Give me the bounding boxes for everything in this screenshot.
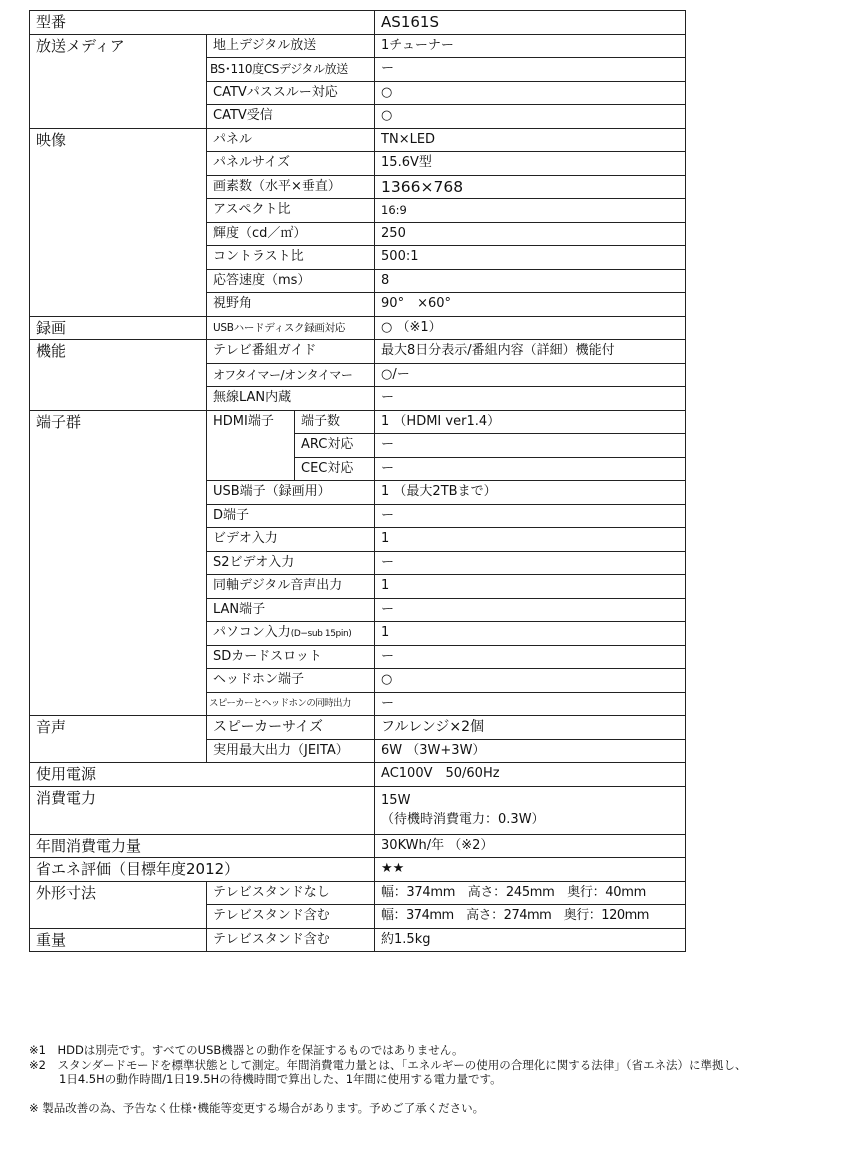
row-energy-rating — [30, 858, 686, 882]
spec-value: AC100V 50/60Hz — [375, 763, 686, 787]
spec-label: 実用最大出力（JEITA） — [207, 739, 375, 763]
weight-label: 重量 — [30, 928, 207, 952]
spec-label: スピーカーサイズ — [207, 716, 375, 740]
power-consumption-value-1: 15W — [381, 793, 411, 808]
spec-value — [375, 786, 686, 834]
spec-value: 8 — [375, 269, 686, 293]
pc-input-label-small: (D−sub 15pin) — [290, 628, 352, 639]
spec-value: 1 — [375, 622, 686, 646]
spec-table — [29, 10, 686, 952]
spec-label: テレビ番組ガイド — [207, 340, 375, 364]
spec-label: テレビスタンド含む — [207, 928, 375, 952]
row-power-source — [30, 763, 686, 787]
spec-label: 輝度（cd／㎡） — [207, 222, 375, 246]
row-video-panel — [30, 128, 686, 152]
spec-value: 約1.5kg — [375, 928, 686, 952]
spec-label: パネルサイズ — [207, 152, 375, 176]
row-audio-speaker — [30, 716, 686, 740]
power-source-label: 使用電源 — [30, 763, 375, 787]
spec-value: 1 — [375, 575, 686, 599]
spec-value: ー — [375, 598, 686, 622]
spec-label: S2ビデオ入力 — [207, 551, 375, 575]
spec-value: ー — [375, 645, 686, 669]
spec-label: ビデオ入力 — [207, 528, 375, 552]
spec-value: 1チューナー — [375, 34, 686, 58]
spec-label: 画素数（水平×垂直） — [207, 175, 375, 199]
spec-value: 15.6V型 — [375, 152, 686, 176]
spec-label: パネル — [207, 128, 375, 152]
energy-rating-stars: ★★ — [375, 858, 686, 882]
footnote-2: ※2 スタンダードモードを標準状態として測定。年間消費電力量とは、「エネルギーの使用の合理化に関する法律」（省エネ法）に準拠し、 — [29, 1057, 747, 1072]
row-terminal-hdmi-count — [30, 410, 686, 434]
spec-label: USB端子（録画用） — [207, 481, 375, 505]
row-features-guide — [30, 340, 686, 364]
pc-input-label: パソコン入力 — [213, 624, 291, 640]
spec-value: 幅：374mm 高さ：245mm 奥行：40mm — [375, 881, 686, 905]
spec-value: 1 （最大2TBまで） — [375, 481, 686, 505]
spec-label: 視野角 — [207, 293, 375, 317]
spec-label — [207, 622, 375, 646]
terminals-label: 端子群 — [30, 410, 207, 716]
spec-label: D端子 — [207, 504, 375, 528]
spec-label: LAN端子 — [207, 598, 375, 622]
footnotes — [29, 1043, 747, 1115]
row-recording — [30, 316, 686, 340]
spec-label: CATVパススルー対応 — [207, 81, 375, 105]
audio-label: 音声 — [30, 716, 207, 763]
row-dimensions-no-stand — [30, 881, 686, 905]
features-label: 機能 — [30, 340, 207, 411]
spec-value: 30KWh/年 （※2） — [375, 834, 686, 858]
spec-value: ○/ー — [375, 363, 686, 387]
power-consumption-value-2: （待機時消費電力：0.3W） — [381, 812, 545, 827]
spec-label: オフタイマー/オンタイマー — [207, 363, 375, 387]
spec-label: CEC対応 — [295, 457, 375, 481]
recording-label: 録画 — [30, 316, 207, 340]
energy-rating-label: 省エネ評価（目標年度2012） — [30, 858, 375, 882]
row-model — [30, 11, 686, 35]
spec-label: アスペクト比 — [207, 199, 375, 223]
spec-value: ー — [375, 457, 686, 481]
annual-power-label: 年間消費電力量 — [30, 834, 375, 858]
spec-label: スピーカーとヘッドホンの同時出力 — [207, 692, 375, 716]
spec-value: 500:1 — [375, 246, 686, 270]
row-annual-power — [30, 834, 686, 858]
spec-value: ー — [375, 58, 686, 82]
spec-value: 1 （HDMI ver1.4） — [375, 410, 686, 434]
footnote-1: ※1 HDDは別売です。すべてのUSB機器との動作を保証するものではありません。 — [29, 1043, 464, 1057]
spec-value: TN×LED — [375, 128, 686, 152]
spec-value: ー — [375, 692, 686, 716]
spec-label: 無線LAN内蔵 — [207, 387, 375, 411]
spec-value: 90° ×60° — [375, 293, 686, 317]
spec-label: BS･110度CSデジタル放送 — [207, 58, 375, 82]
spec-value: 1 — [375, 528, 686, 552]
spec-value: 250 — [375, 222, 686, 246]
spec-value: 16:9 — [375, 199, 686, 223]
spec-value: 最大8日分表示/番組内容（詳細）機能付 — [375, 340, 686, 364]
spec-label: ヘッドホン端子 — [207, 669, 375, 693]
spec-label: USBハードディスク録画対応 — [207, 316, 375, 340]
spec-value: ー — [375, 434, 686, 458]
spec-label: SDカードスロット — [207, 645, 375, 669]
spec-value: 幅：374mm 高さ：274mm 奥行：120mm — [375, 905, 686, 929]
spec-value: 6W （3W+3W） — [375, 739, 686, 763]
spec-value: フルレンジ×2個 — [375, 716, 686, 740]
dimensions-label: 外形寸法 — [30, 881, 207, 928]
spec-value: ○ （※1） — [375, 316, 686, 340]
model-value: AS161S — [375, 11, 686, 35]
spec-label: CATV受信 — [207, 105, 375, 129]
footnote-3: ※ 製品改善の為、予告なく仕様･機能等変更する場合があります。予めご了承ください。 — [29, 1100, 485, 1115]
spec-value: ー — [375, 551, 686, 575]
spec-label: 同軸デジタル音声出力 — [207, 575, 375, 599]
broadcast-label: 放送メディア — [30, 34, 207, 128]
spec-label: ARC対応 — [295, 434, 375, 458]
spec-label: 地上デジタル放送 — [207, 34, 375, 58]
footnote-2-continued: 1日4.5Hの動作時間/1日19.5Hの待機時間で算出した、1年間に使用する電力量です。 — [59, 1072, 502, 1086]
spec-label: テレビスタンド含む — [207, 905, 375, 929]
row-weight — [30, 928, 686, 952]
spec-value: 1366×768 — [375, 175, 686, 199]
power-consumption-label: 消費電力 — [30, 786, 375, 834]
model-label: 型番 — [30, 11, 375, 35]
spec-value: ○ — [375, 669, 686, 693]
spec-value: ○ — [375, 105, 686, 129]
video-label: 映像 — [30, 128, 207, 316]
spec-label: 応答速度（ms） — [207, 269, 375, 293]
spec-value: ○ — [375, 81, 686, 105]
row-broadcast-terrestrial — [30, 34, 686, 58]
spec-label: コントラスト比 — [207, 246, 375, 270]
spec-label: テレビスタンドなし — [207, 881, 375, 905]
hdmi-label: HDMI端子 — [207, 410, 295, 481]
spec-label: 端子数 — [295, 410, 375, 434]
spec-value: ー — [375, 504, 686, 528]
row-power-consumption — [30, 786, 686, 834]
spec-value: ー — [375, 387, 686, 411]
